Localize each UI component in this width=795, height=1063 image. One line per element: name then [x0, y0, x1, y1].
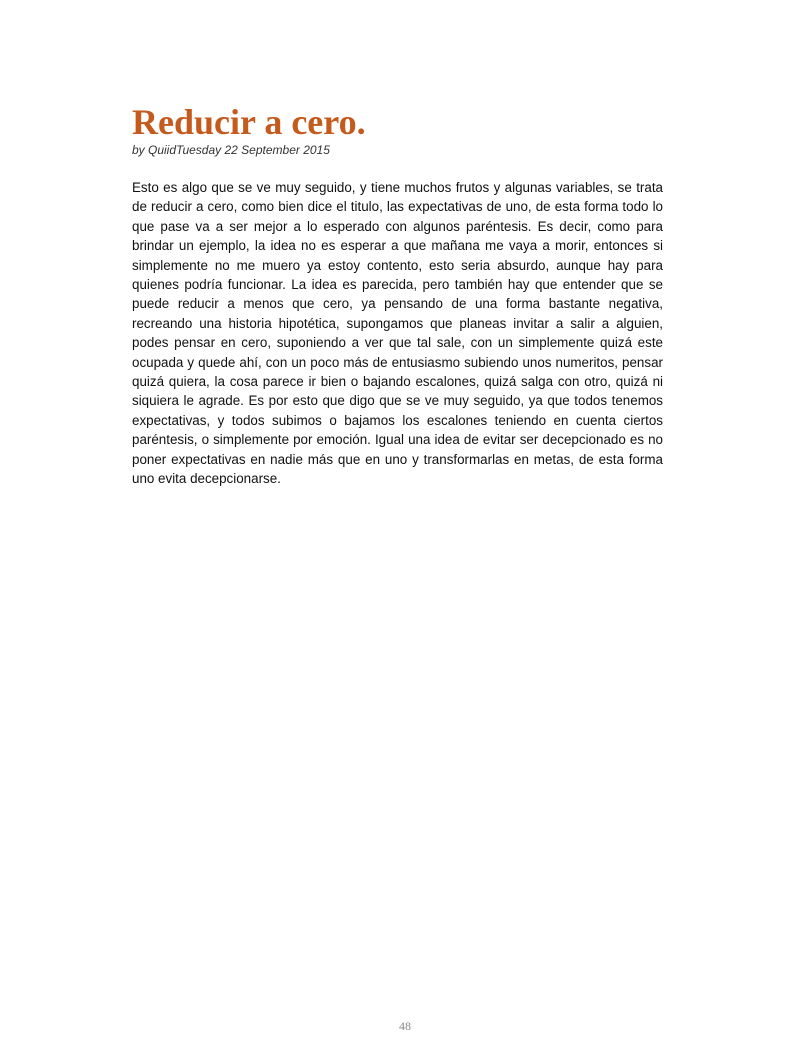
article-title: Reducir a cero. — [132, 102, 366, 142]
article-body: Esto es algo que se ve muy seguido, y tiene muchos frutos y algunas variables, se trata de reducir a cero, como bien dice el titulo, las expectativas de uno, de esta forma todo lo que pase va a ser mejor a lo esperado con algunos paréntesis. Es decir, como para brindar un ejemplo, la idea no es esperar a que mañana me vaya a morir, entonces si simplemente no me muero ya estoy contento, esto seria absurdo, aunque hay para quienes podría funcionar. La idea es parecida, pero también hay que entender que se puede reducir a menos que cero, ya pensando de una forma bastante negativa, recreando una historia hipotética, supongamos que planeas invitar a salir a alguien, podes pensar en cero, suponiendo a ver que tal sale, con un simplemente quizá este ocupada y quede ahí, con un poco más de entusiasmo subiendo unos numeritos, pensar quizá quiera, la cosa parece ir bien o bajando escalones, quizá salga con otro, quizá ni siquiera le agrade. Es por esto que digo que se ve muy seguido, ya que todos tenemos expectativas, y todos subimos o bajamos los escalones teniendo en cuenta ciertos paréntesis, o simplemente por emoción. Igual una idea de evitar ser decepcionado es no poner expectativas en nadie más que en uno y transformarlas en metas, de esta forma uno evita decepcionarse. — [132, 180, 663, 487]
article-byline: by QuiidTuesday 22 September 2015 — [132, 143, 330, 157]
page-number: 48 — [399, 1019, 411, 1033]
